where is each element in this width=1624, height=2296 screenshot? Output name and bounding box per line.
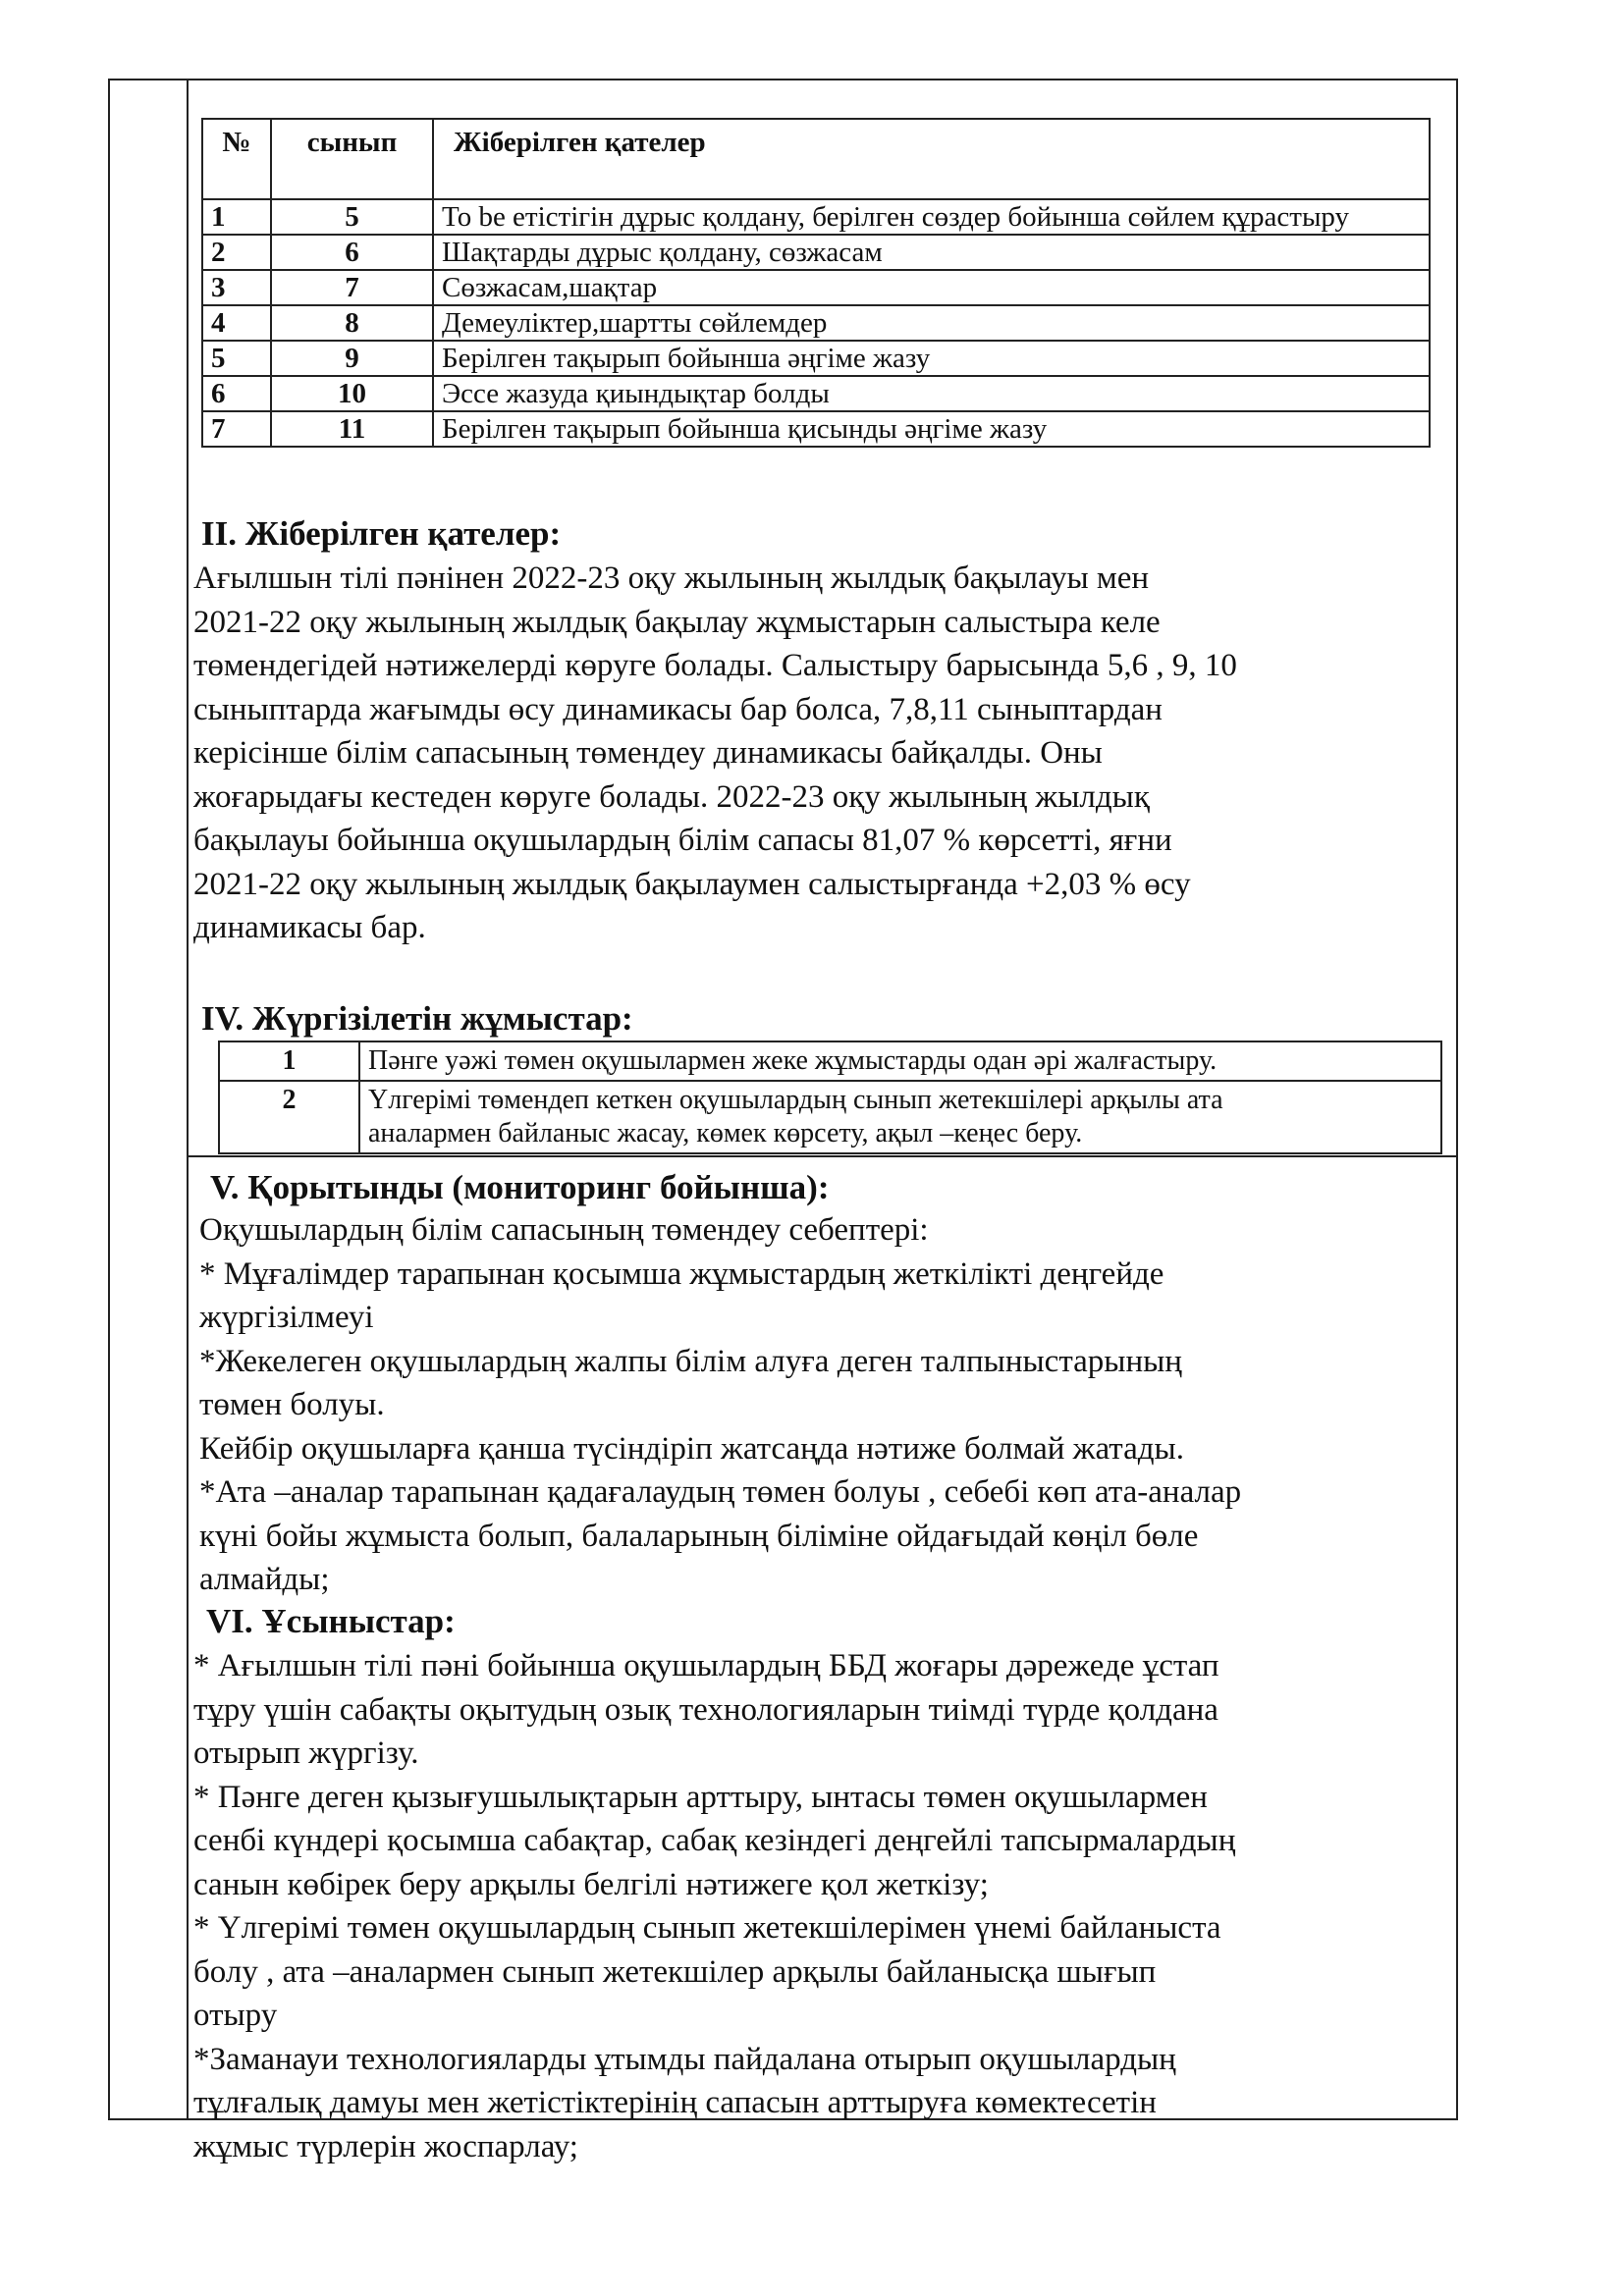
error-row-description: Берілген тақырып бойынша қисынды әңгіме жазу <box>433 411 1430 447</box>
error-row-description: Шақтарды дұрыс қолдану, сөзжасам <box>433 235 1430 270</box>
error-row-class: 10 <box>271 376 433 411</box>
paragraph-line: отыру <box>193 1998 278 2033</box>
paragraph-line: төмен болуы. <box>199 1387 385 1422</box>
error-row-description: Демеуліктер,шартты сөйлемдер <box>433 305 1430 341</box>
paragraph-line: 2021-22 оқу жылының жылдық бақылаумен салыстырғанда +2,03 % өсу <box>193 866 1191 902</box>
works-row-text <box>359 1081 1441 1153</box>
paragraph-line: 2021-22 оқу жылының жылдық бақылау жұмыстарын салыстыра келе <box>193 604 1161 640</box>
paragraph-line: динамикасы бар. <box>193 910 426 945</box>
errors-table-row <box>202 411 1430 447</box>
errors-table-row <box>202 376 1430 411</box>
section-2-heading: II. Жіберілген қателер: <box>201 514 562 553</box>
errors-table-header-row <box>202 119 1430 199</box>
error-row-class: 8 <box>271 305 433 341</box>
paragraph-line: *Жекелеген оқушылардың жалпы білім алуға деген талпыныстарының <box>199 1343 1182 1379</box>
error-row-number: 5 <box>202 341 271 376</box>
section-5-heading: V. Қорытынды (мониторинг бойынша): <box>210 1168 830 1206</box>
error-row-description: To be етістігін дұрыс қолдану, берілген сөздер бойынша сөйлем құрастыру <box>433 199 1430 235</box>
page-frame-right-line <box>1456 79 1458 2120</box>
paragraph-line: *Заманауи технологияларды ұтымды пайдалана отырып оқушылардың <box>193 2041 1176 2077</box>
paragraph-line: * Үлгерімі төмен оқушылардың сынып жетекшілерімен үнемі байланыста <box>193 1910 1221 1946</box>
paragraph-line: жүргізілмеуі <box>199 1300 374 1335</box>
works-table <box>218 1041 1442 1154</box>
error-row-class: 9 <box>271 341 433 376</box>
paragraph-line: болу , ата –аналармен сынып жетекшілер арқылы байланысқа шығып <box>193 1953 1157 1990</box>
works-table-row <box>219 1081 1441 1153</box>
column-header-number: № <box>202 119 271 199</box>
paragraph-line: *Ата –аналар тарапынан қадағалаудың төмен болуы , себебі көп ата-аналар <box>199 1474 1242 1510</box>
errors-table-row <box>202 199 1430 235</box>
section-6-heading: VI. Ұсыныстар: <box>206 1602 456 1640</box>
paragraph-line: санын көбірек беру арқылы белгілі нәтижеге қол жеткізу; <box>193 1866 989 1902</box>
error-row-class: 11 <box>271 411 433 447</box>
error-row-class: 5 <box>271 199 433 235</box>
paragraph-line: сенбі күндері қосымша сабақтар, сабақ кезіндегі деңгейлі тапсырмалардың <box>193 1823 1236 1858</box>
works-row-line: аналармен байланыс жасау, көмек көрсету, ақыл –кеңес беру. <box>368 1118 1083 1148</box>
paragraph-line: Кейбір оқушыларға қанша түсіндіріп жатсаңда нәтиже болмай жатады. <box>199 1430 1184 1467</box>
paragraph-line: сыныптарда жағымды өсу динамикасы бар болса, 7,8,11 сыныптардан <box>193 691 1163 727</box>
errors-table-row <box>202 235 1430 270</box>
error-row-class: 6 <box>271 235 433 270</box>
works-row-number: 2 <box>219 1081 359 1153</box>
section-2-paragraph <box>193 557 1237 950</box>
paragraph-line: отырып жүргізу. <box>193 1735 419 1771</box>
errors-table-row <box>202 305 1430 341</box>
error-row-number: 6 <box>202 376 271 411</box>
error-row-number: 1 <box>202 199 271 235</box>
works-row-number: 1 <box>219 1041 359 1081</box>
error-row-class: 7 <box>271 270 433 305</box>
paragraph-line: * Пәнге деген қызығушылықтарын арттыру, ынтасы төмен оқушылармен <box>193 1779 1208 1815</box>
errors-table-row <box>202 341 1430 376</box>
paragraph-line: күні бойы жұмыста болып, балаларының біліміне ойдағыдай көңіл бөле <box>199 1518 1199 1554</box>
paragraph-line: жұмыс түрлерін жоспарлау; <box>193 2128 578 2164</box>
paragraph-line: жоғарыдағы кестеден көруге болады. 2022-23 оқу жылының жылдық <box>193 778 1150 815</box>
paragraph-line: алмайды; <box>199 1562 330 1597</box>
error-row-description: Эссе жазуда қиындықтар болды <box>433 376 1430 411</box>
paragraph-line: Ағылшын тілі пәнінен 2022-23 оқу жылының жылдық бақылауы мен <box>193 561 1150 596</box>
paragraph-line: керісінше білім сапасының төмендеу динамикасы байқалды. Оны <box>193 735 1103 771</box>
error-row-description: Сөзжасам,шақтар <box>433 270 1430 305</box>
section-4-heading: IV. Жүргізілетін жұмыстар: <box>201 999 633 1038</box>
paragraph-line: тұру үшін сабақты оқытудың озық технологияларын тиімді түрде қолдана <box>193 1691 1218 1728</box>
error-row-number: 7 <box>202 411 271 447</box>
errors-table <box>201 118 1431 448</box>
works-row-line: Пәнге уәжі төмен оқушылармен жеке жұмыстарды одан әрі жалғастыру. <box>368 1045 1218 1076</box>
paragraph-line: төмендегідей нәтижелерді көруге болады. Салыстыру барысында 5,6 , 9, 10 <box>193 648 1237 683</box>
paragraph-line: * Ағылшын тілі пәні бойынша оқушылардың ББД жоғары дәрежеде ұстап <box>193 1648 1219 1683</box>
column-header-class: сынып <box>271 119 433 199</box>
paragraph-line: бақылауы бойынша оқушылардың білім сапасы 81,07 % көрсетті, яғни <box>193 823 1172 858</box>
works-table-row <box>219 1041 1441 1081</box>
paragraph-line: тұлғалық дамуы мен жетістіктерінің сапасын арттыруға көмектесетін <box>193 2085 1157 2120</box>
paragraph-line: Оқушылардың білім сапасының төмендеу себептері: <box>199 1212 929 1248</box>
section-separator-line <box>187 1155 1458 1157</box>
errors-table-row <box>202 270 1430 305</box>
column-header-errors: Жіберілген қателер <box>433 119 1430 199</box>
page-frame-inner-line <box>187 79 189 2120</box>
error-row-number: 4 <box>202 305 271 341</box>
error-row-number: 2 <box>202 235 271 270</box>
error-row-description: Берілген тақырып бойынша әңгіме жазу <box>433 341 1430 376</box>
section-6-paragraph <box>193 1644 1235 2168</box>
page-frame-left-line <box>108 79 110 2120</box>
paragraph-line: * Мұғалімдер тарапынан қосымша жұмыстардың жеткілікті деңгейде <box>199 1255 1164 1292</box>
section-5-paragraph <box>199 1208 1241 1602</box>
works-row-line: Үлгерімі төмендеп кеткен оқушылардың сынып жетекшілері арқылы ата <box>368 1085 1223 1115</box>
works-row-text <box>359 1041 1441 1081</box>
page-frame-top-line <box>108 79 1458 80</box>
error-row-number: 3 <box>202 270 271 305</box>
